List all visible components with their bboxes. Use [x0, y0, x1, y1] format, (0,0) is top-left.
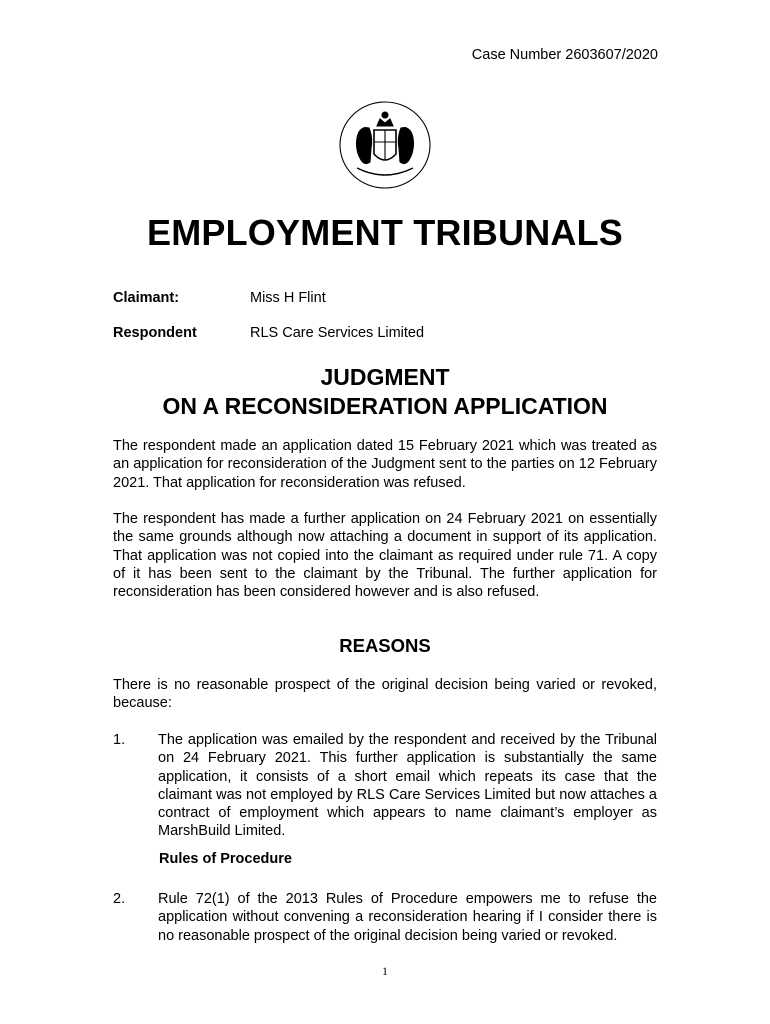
item-number: 1. [113, 732, 126, 748]
claimant-label: Claimant: [113, 290, 180, 306]
page-number: 1 [382, 964, 388, 978]
rules-of-procedure-subheading: Rules of Procedure [159, 851, 292, 867]
reasons-intro: There is no reasonable prospect of the original decision being varied or revoked, because: [113, 677, 657, 712]
item-number: 2. [113, 891, 126, 907]
royal-coat-of-arms-icon [337, 98, 433, 190]
judgment-paragraph: The respondent has made a further application on 24 February 2021 on essentially the same grounds although now attaching a document in support of its application. That application was not copied into the claimant as required under rule 71. A copy of it has been sent to the claimant by the Tribunal. The further application for reconsideration has been considered however and is also refused. [113, 511, 657, 601]
respondent-label: Respondent [113, 325, 197, 341]
case-number: Case Number 2603607/2020 [471, 47, 658, 63]
judgment-paragraph: The respondent made an application dated 15 February 2021 which was treated as an application for reconsideration of the Judgment sent to the parties on 12 February 2021. That application for reconsideration was refused. [113, 438, 657, 491]
claimant-name: Miss H Flint [250, 290, 326, 306]
reason-item-text: The application was emailed by the respondent and received by the Tribunal on 24 February 2021. This further application is substantially the same application, it consists of a short email which repeats its case that the claimant was not employed by RLS Care Services Limited but now attaches a contract of employment which appears to name claimant’s employer as MarshBuild Limited. [158, 732, 657, 840]
judgment-heading-line-1: JUDGMENT [320, 364, 450, 390]
respondent-name: RLS Care Services Limited [250, 325, 425, 341]
judgment-heading [0, 363, 770, 421]
judgment-heading-line-2: ON A RECONSIDERATION APPLICATION [162, 393, 608, 419]
document-title: EMPLOYMENT TRIBUNALS [147, 212, 623, 253]
reason-item-text: Rule 72(1) of the 2013 Rules of Procedure empowers me to refuse the application without convening a reconsideration hearing if I consider there is no reasonable prospect of the original decision being varied or revoked. [158, 891, 657, 944]
reasons-heading: REASONS [339, 635, 431, 656]
